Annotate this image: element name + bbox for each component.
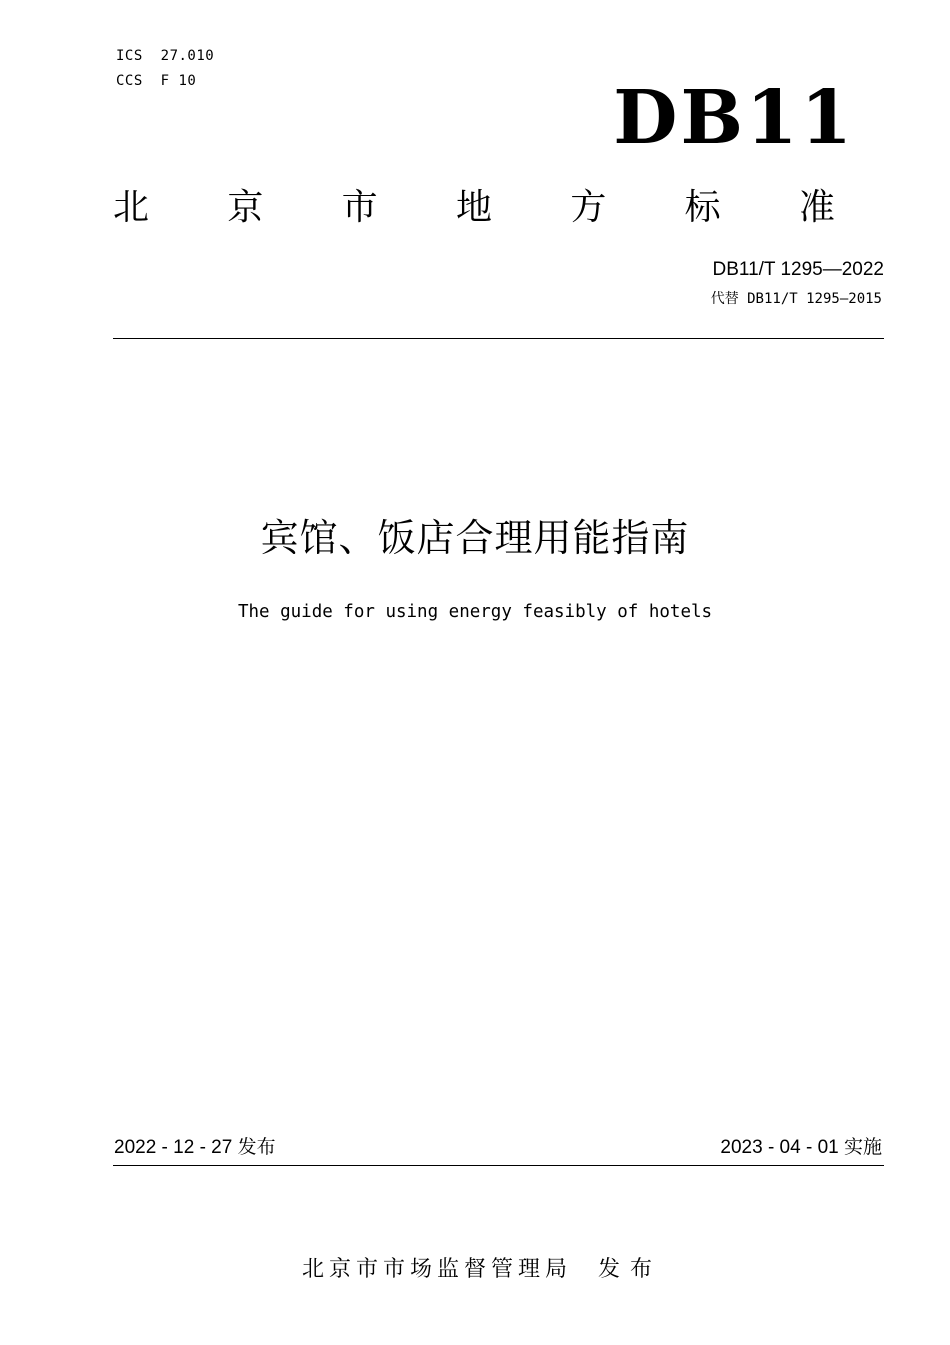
implementation-date: 2023 - 04 - 01 实施 [720, 1137, 882, 1158]
document-title-chinese: 宾馆、饭店合理用能指南 [260, 516, 690, 560]
standard-type-char: 市 [341, 187, 378, 228]
standard-type-heading [113, 186, 835, 230]
standard-type-char: 北 [113, 187, 150, 228]
issue-date: 2022 - 12 - 27 发布 [114, 1137, 276, 1158]
standard-type-char: 准 [798, 187, 835, 228]
ics-code: ICS 27.010 [116, 48, 215, 64]
issue-label: 发布 [598, 1257, 663, 1282]
replaced-standard: 代替 DB11/T 1295—2015 [710, 291, 882, 307]
standard-type-char: 标 [684, 187, 721, 228]
document-title-english: The guide for using energy feasibly of hotels [237, 602, 713, 622]
ccs-code: CCS F 10 [116, 73, 197, 89]
standard-number: DB11/T 1295—2022 [712, 259, 884, 280]
standard-mark: DB11 [613, 75, 855, 161]
standard-type-char: 地 [455, 187, 492, 228]
footer-divider [113, 1165, 884, 1166]
standard-type-char: 京 [227, 187, 264, 228]
issuer-line [0, 1222, 950, 1286]
header-divider [113, 338, 884, 339]
standard-type-char: 方 [570, 187, 607, 228]
issuing-authority: 北京市市场监督管理局 [301, 1257, 572, 1282]
